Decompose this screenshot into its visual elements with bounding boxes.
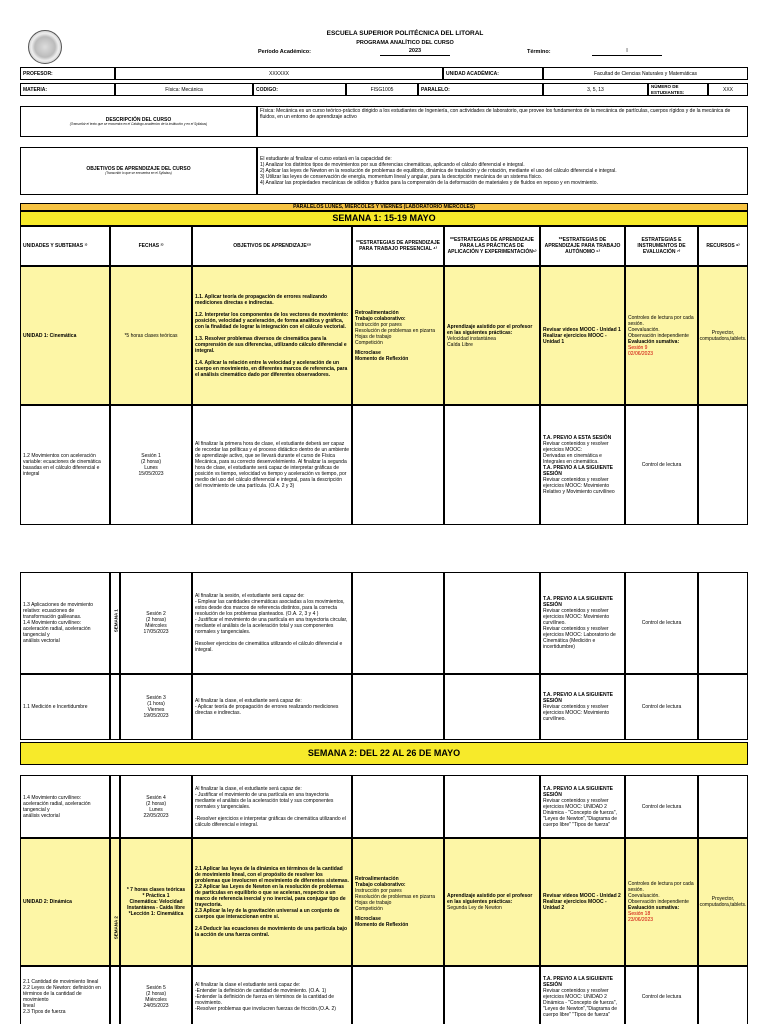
session-1-fecha: Sesión 1 (2 horas) Lunes 15/05/2023 — [110, 405, 192, 525]
unit-1-objetivos: 1.1. Aplicar teoría de propagación de errores realizando mediciones directas e indirectas. 1.2. Interpretar los componentes de los vectores de movimiento: posición, velocidad y aceleración, de forma analítica y gráfica, con la finalidad de lograr la integración con el cálculo vectorial. 1.3. Resolver problemas diversos de cinemática para la comprensión de sus diferencias, utilizando cálculo diferencial e integral. 1.4. Aplicar la relación entre la velocidad y aceleración de un cuerpo en movimiento, en diferentes marcos de referencia, para el análisis cinemático dado por diferentes observadores. — [192, 266, 352, 405]
unit-1-recursos: Proyector, computadora,tablets. — [698, 266, 748, 405]
semana-1-banner: SEMANA 1: 15-19 MAYO — [20, 211, 748, 226]
session-5-objetivos: Al finalizar la clase el estudiante será capaz de: -Entender la definición de cantidad de movimiento. (O.A. 1) -Entender la definición de fuerza en términos de la cantidad de movimiento. -Resolver problemas que involucren fuerzas de fricción.(O.A. 2) — [192, 966, 352, 1024]
session-4-unit: 1.4 Movimiento curvilíneo: aceleración radial, aceleración tangencial y análisis vectorial — [20, 775, 110, 838]
objetivos-box — [20, 147, 257, 195]
session-1-evaluacion: Control de lectura — [625, 405, 698, 525]
session-1-recursos — [698, 405, 748, 525]
period-label: Período Académico: — [258, 49, 311, 55]
descripcion-title: DESCRIPCIÓN DEL CURSO — [105, 116, 172, 123]
unit-2-presencial — [352, 838, 444, 966]
practicas-1-heading: Aprendizaje asistido por el profesor en las siguientes prácticas: — [447, 323, 533, 336]
eval-2-sumativa: Evaluación sumativa: — [628, 905, 680, 911]
unit-2-week-cell — [110, 838, 120, 966]
session-2-fecha: Sesión 2 (2 horas) Miércoles 17/05/2023 — [120, 572, 192, 674]
eval-1-text: Controles de lectura por cada sesión. Coevaluación. Observación independiente — [628, 314, 694, 339]
unit-1-evaluacion — [625, 266, 698, 405]
unit-1-practicas — [444, 266, 540, 405]
s2-aut-text: Revisar contenidos y resolver ejercicios MOOC: Movimiento curvilíneo. Revisar contenidos y resolver ejercicios MOOC: Laboratorio de Cinemática (Medición e incertidumbre) — [543, 608, 616, 650]
presencial-1-list: Instrucción por pares Resolución de problemas en pizarra Hojas de trabajo Competición — [355, 321, 436, 346]
s1-aut-heading-1: T.A. PREVIO A ESTA SESIÓN — [543, 435, 612, 441]
s4-aut-text: Revisar contenidos y resolver ejercicios MOOC: UNIDAD 2 Dinámica - "Concepto de fuerza", "Leyes de Newton","Diagrama de cuerpo libre" "Tipos de fuerza" — [543, 797, 617, 828]
objetivos-note: (Transcribir lo que se encuentra en el Syllabus) — [105, 171, 172, 176]
s5-aut-heading: T.A. PREVIO A LA SIGUIENTE SESIÓN — [543, 976, 614, 988]
codigo-value: FISG1005 — [346, 83, 418, 96]
unit-2-week-label: SEMANA 2 — [113, 916, 119, 940]
presencial-2-footer: Microclase Momento de Reflexión — [355, 916, 409, 928]
session-4-week-cell — [110, 775, 120, 838]
practicas-2-list: Segunda Ley de Newton — [447, 905, 502, 911]
session-5-unit: 2.1 Cantidad de movimiento lineal 2.2 Leyes de Newton: definición en términos de la cantidad de movimiento lineal 2.3 Tipos de fuerza — [20, 966, 110, 1024]
term-label: Término: — [527, 49, 551, 55]
session-4-evaluacion: Control de lectura — [625, 775, 698, 838]
descripcion-note: (Transcribir el texto que se encuentra en el Catálogo académico de la institución y en el Syllabus) — [69, 121, 208, 126]
session-5-week-cell — [110, 966, 120, 1024]
s3-aut-text: Revisar contenidos y resolver ejercicios MOOC: Movimiento curvilíneo. — [543, 704, 610, 722]
session-4-objetivos: Al finalizar la clase, el estudiante será capaz de: - Justificar el movimiento de una partícula en una trayectoria mediante el análisis de la aceleración total y sus componentes normales y tangenciales. -Resolver ejercicios e interpretar gráficas de cinemática utilizando el cálculo diferencial e integral. — [192, 775, 352, 838]
presencial-1-footer: Microclase Momento de Reflexión — [355, 349, 409, 362]
unit-1-title: UNIDAD 1: Cinemática — [20, 266, 110, 405]
s2-aut-heading: T.A. PREVIO A LA SIGUIENTE SESIÓN — [543, 596, 614, 608]
s4-aut-heading: T.A. PREVIO A LA SIGUIENTE SESIÓN — [543, 785, 614, 798]
num-estudiantes-value: XXX — [708, 83, 748, 96]
unit-1-fechas: *5 horas clases teóricas — [110, 266, 192, 405]
materia-label: MATERIA: — [20, 83, 115, 96]
session-5-autonomo — [540, 966, 625, 1024]
col-objetivos: OBJETIVOS DE APRENDIZAJE³⁾⁾ — [192, 226, 352, 266]
unidad-value: Facultad de Ciencias Naturales y Matemáticas — [543, 67, 748, 80]
unit-2-fechas: * 7 horas clases teóricas * Práctica 1 Cinemática: Velocidad Instantánea - Caída libre *Lección 1: Cinemática — [120, 838, 192, 966]
presencial-2-heading: Retroalimentación Trabajo colaborativo: — [355, 876, 406, 888]
presencial-1-heading: Retroalimentación Trabajo colaborativo: — [355, 309, 406, 322]
session-5-fecha: Sesión 5 (2 horas) Miércoles 24/05/2023 — [120, 966, 192, 1024]
session-3-practicas — [444, 674, 540, 740]
espol-logo — [28, 30, 62, 64]
col-autonomo: **ESTRATEGIAS DE APRENDIZAJE PARA TRABAJO AUTÓNOMO ⁶⁾ — [540, 226, 625, 266]
s1-aut-text-1: Revisar contenidos y resolver ejercicios MOOC: Derivadas en cinemática e Integrales en cinemática. — [543, 441, 609, 465]
session-2-week-cell — [110, 572, 120, 674]
eval-1-sumativa: Evaluación sumativa: — [628, 338, 680, 345]
num-estudiantes-label: NÚMERO DE ESTUDIANTES: — [648, 83, 708, 96]
session-1-unit: 1.2 Movimientos con aceleración variable: ecuaciones de cinemática basadas en el cálculo diferencial e integral — [20, 405, 110, 525]
unidad-label: UNIDAD ACADÉMICA: — [443, 67, 543, 80]
eval-2-text: Controles de lectura por cada sesión. Coevaluación. Observación independiente — [628, 881, 694, 905]
session-5-recursos — [698, 966, 748, 1024]
col-unidades: UNIDADES Y SUBTEMAS ¹⁾ — [20, 226, 110, 266]
period-year: 2023 — [380, 48, 450, 56]
unit-2-recursos: Proyector, computadora,tablets. — [698, 838, 748, 966]
unit-2-evaluacion — [625, 838, 698, 966]
codigo-label: CODIGO: — [253, 83, 346, 96]
session-4-fecha: Sesión 4 (2 horas) Lunes 22/05/2023 — [120, 775, 192, 838]
session-4-practicas — [444, 775, 540, 838]
col-evaluacion: ESTRATEGIAS E INSTRUMENTOS DE EVALUACIÓN ⁷⁾ — [625, 226, 698, 266]
term-value: I — [592, 48, 662, 56]
objetivos-title: OBJETIVOS DE APRENDIZAJE DEL CURSO — [86, 166, 191, 173]
paralelos-banner: PARALELOS LUNES, MIÉRCOLES Y VIERNES (LABORATORIO MIÉRCOLES) — [20, 203, 748, 211]
session-2-week-label: SEMANA 1 — [113, 609, 119, 633]
descripcion-text: Física: Mecánica es un curso teórico-práctico dirigido a los estudiantes de Ingeniería, con actividades de laboratorio, que provee los fundamentos de la mecánica de partículas, cuerpos rígidos y de la mecánica de fluidos, en un entorno de aprendizaje activo — [257, 106, 748, 137]
objetivos-text: El estudiante al finalizar el curso estará en la capacidad de: 1) Analizar los distintos tipos de movimientos por sus diferencias cinemáticas, aplicando el cálculo diferencial e integral. 2) Aplicar las leyes de Newton en la resolución de problemas de equilibrio, dinámica de traslación y de rotación, mediante el uso del cálculo diferencial e integral. 3) Utilizar las leyes de conservación de energía, momentum lineal y angular, para la descripción mecánica de un sistema físico. 4) Analizar las propiedades mecánicas de sólidos y fluidos para la comprensión de la deformación de materiales y de fluidos en reposo y en movimiento. — [257, 147, 748, 195]
session-5-presencial — [352, 966, 444, 1024]
session-5-evaluacion: Control de lectura — [625, 966, 698, 1024]
session-3-unit: 1.1 Medición e Incertidumbre — [20, 674, 110, 740]
unit-2-objetivos: 2.1 Aplicar las leyes de la dinámica en términos de la cantidad de movimiento lineal, con el propósito de resolver los problemas que involucren el movimiento de diferentes sistemas. 2.2 Aplicar las Leyes de Newton en la resolución de problemas de partículas en equilibrio o que se aceleran, respecto a un marco de referencia inercial y no inercial, para conjugar tipo de trayectoria. 2.3 Aplicar la ley de la gravitación universal a un conjunto de cuerpos que interaccionan entre sí. 2.4 Deducir las ecuaciones de movimiento de una partícula bajo la acción de una fuerza central. — [192, 838, 352, 966]
institution-name: ESCUELA SUPERIOR POLITÉCNICA DEL LITORAL — [326, 30, 484, 37]
col-presencial: **ESTRATEGIAS DE APRENDIZAJE PARA TRABAJO PRESENCIAL ⁴⁾ — [352, 226, 444, 266]
session-1-autonomo — [540, 405, 625, 525]
unit-2-autonomo: Revisar videos MOOC - Unidad 2 Realizar ejercicios MOOC - Unidad 2 — [540, 838, 625, 966]
eval-1-date: Sesión 9 02/06/2023 — [628, 344, 654, 357]
descripcion-box — [20, 106, 257, 137]
paralelo-label: PARALELO: — [418, 83, 543, 96]
session-3-autonomo — [540, 674, 625, 740]
col-fechas: FECHAS ²⁾ — [110, 226, 192, 266]
unit-1-presencial — [352, 266, 444, 405]
session-1-practicas — [444, 405, 540, 525]
unit-2-practicas — [444, 838, 540, 966]
unit-1-autonomo: Revisar videos MOOC - Unidad 1 Realizar ejercicios MOOC - Unidad 1 — [540, 266, 625, 405]
session-4-presencial — [352, 775, 444, 838]
paralelo-value: 3, 5, 13 — [543, 83, 648, 96]
session-2-objetivos: Al finalizar la sesión, el estudiante será capaz de: - Emplear las cantidades cinemáticas asociadas a los movimientos, estos desde dos marcos de referencia distintos, para la correcta resolución de los problemas planteados. (O.A. 2, 3 y 4 ) - Justificar el movimiento de una partícula en una trayectoria circular, mediante el análisis de la aceleración total y sus componentes normales y tangenciales. Resolver ejercicios de cinemática utilizando el cálculo diferencial e integral. — [192, 572, 352, 674]
session-3-evaluacion: Control de lectura — [625, 674, 698, 740]
practicas-2-heading: Aprendizaje asistido por el profesor en las siguientes prácticas: — [447, 893, 533, 905]
s5-aut-text: Revisar contenidos y resolver ejercicios MOOC: UNIDAD 2 Dinámica - "Concepto de fuerza", "Leyes de Newton","Diagrama de cuerpo libre" "Tipos de fuerza" — [543, 988, 617, 1018]
session-4-autonomo — [540, 775, 625, 838]
session-3-objetivos: Al finalizar la clase, el estudiante será capaz de: - Aplicar teoría de propagación de errores realizando mediciones directas e indirectas. — [192, 674, 352, 740]
session-2-unit: 1.3 Aplicaciones de movimiento relativo: ecuaciones de transformación galileanas. 1.4 Movimiento curvilíneo: aceleración radial, aceleración tangencial y análisis vectorial — [20, 572, 110, 674]
unit-2-title: UNIDAD 2: Dinámica — [20, 838, 110, 966]
profesor-label: PROFESOR: — [20, 67, 115, 80]
session-3-fecha: Sesión 3 (1 hora) Viernes 19/05/2023 — [120, 674, 192, 740]
practicas-1-list: Velocidad instantánea Caída Libre — [447, 335, 496, 348]
presencial-2-list: Instrucción por pares Resolución de problemas en pizarra Hojas de trabajo Competición — [355, 888, 436, 912]
materia-value: Física: Mecánica — [115, 83, 253, 96]
session-3-recursos — [698, 674, 748, 740]
semana-2-banner: SEMANA 2: DEL 22 AL 26 DE MAYO — [20, 742, 748, 765]
session-1-objetivos: Al finalizar la primera hora de clase, el estudiante deberá ser capaz de recordar las políticas y el proceso didáctico dentro de un ambiente de aprendizaje activo, que se llevará durante el curso de Física Mecánica, para su correcto desenvolvimiento. Al finalizar la segunda hora de clase, el estudiante será capaz de interpretar gráficas de posición vs tiempo, velocidad vs tiempo y aceleración vs tiempo, por medio del uso del cálculo diferencial e integral, para la descripción del movimiento de una partícula. (O.A. 2 y 3) — [192, 405, 352, 525]
s1-aut-heading-2: T.A. PREVIO A LA SIGUIENTE SESIÓN — [543, 465, 614, 477]
session-2-recursos — [698, 572, 748, 674]
session-2-presencial — [352, 572, 444, 674]
program-name: PROGRAMA ANALÍTICO DEL CURSO — [356, 40, 454, 46]
session-3-week-cell — [110, 674, 120, 740]
session-2-practicas — [444, 572, 540, 674]
session-1-presencial — [352, 405, 444, 525]
s3-aut-heading: T.A. PREVIO A LA SIGUIENTE SESIÓN — [543, 692, 614, 704]
col-practicas: **ESTRATEGIAS DE APRENDIZAJE PARA LAS PRÁCTICAS DE APLICACIÓN Y EXPERIMENTACIÓN⁵⁾ — [444, 226, 540, 266]
session-2-evaluacion: Control de lectura — [625, 572, 698, 674]
session-5-practicas — [444, 966, 540, 1024]
profesor-value: XXXXXX — [115, 67, 443, 80]
session-3-presencial — [352, 674, 444, 740]
eval-2-date: Sesión 18 23/06/2023 — [628, 911, 654, 923]
col-recursos: RECURSOS ⁸⁾ — [698, 226, 748, 266]
session-2-autonomo — [540, 572, 625, 674]
session-4-recursos — [698, 775, 748, 838]
s1-aut-text-2: Revisar contenidos y resolver ejercicios MOOC: Movimiento Relativo y Movimiento curvilíneo — [543, 477, 615, 495]
